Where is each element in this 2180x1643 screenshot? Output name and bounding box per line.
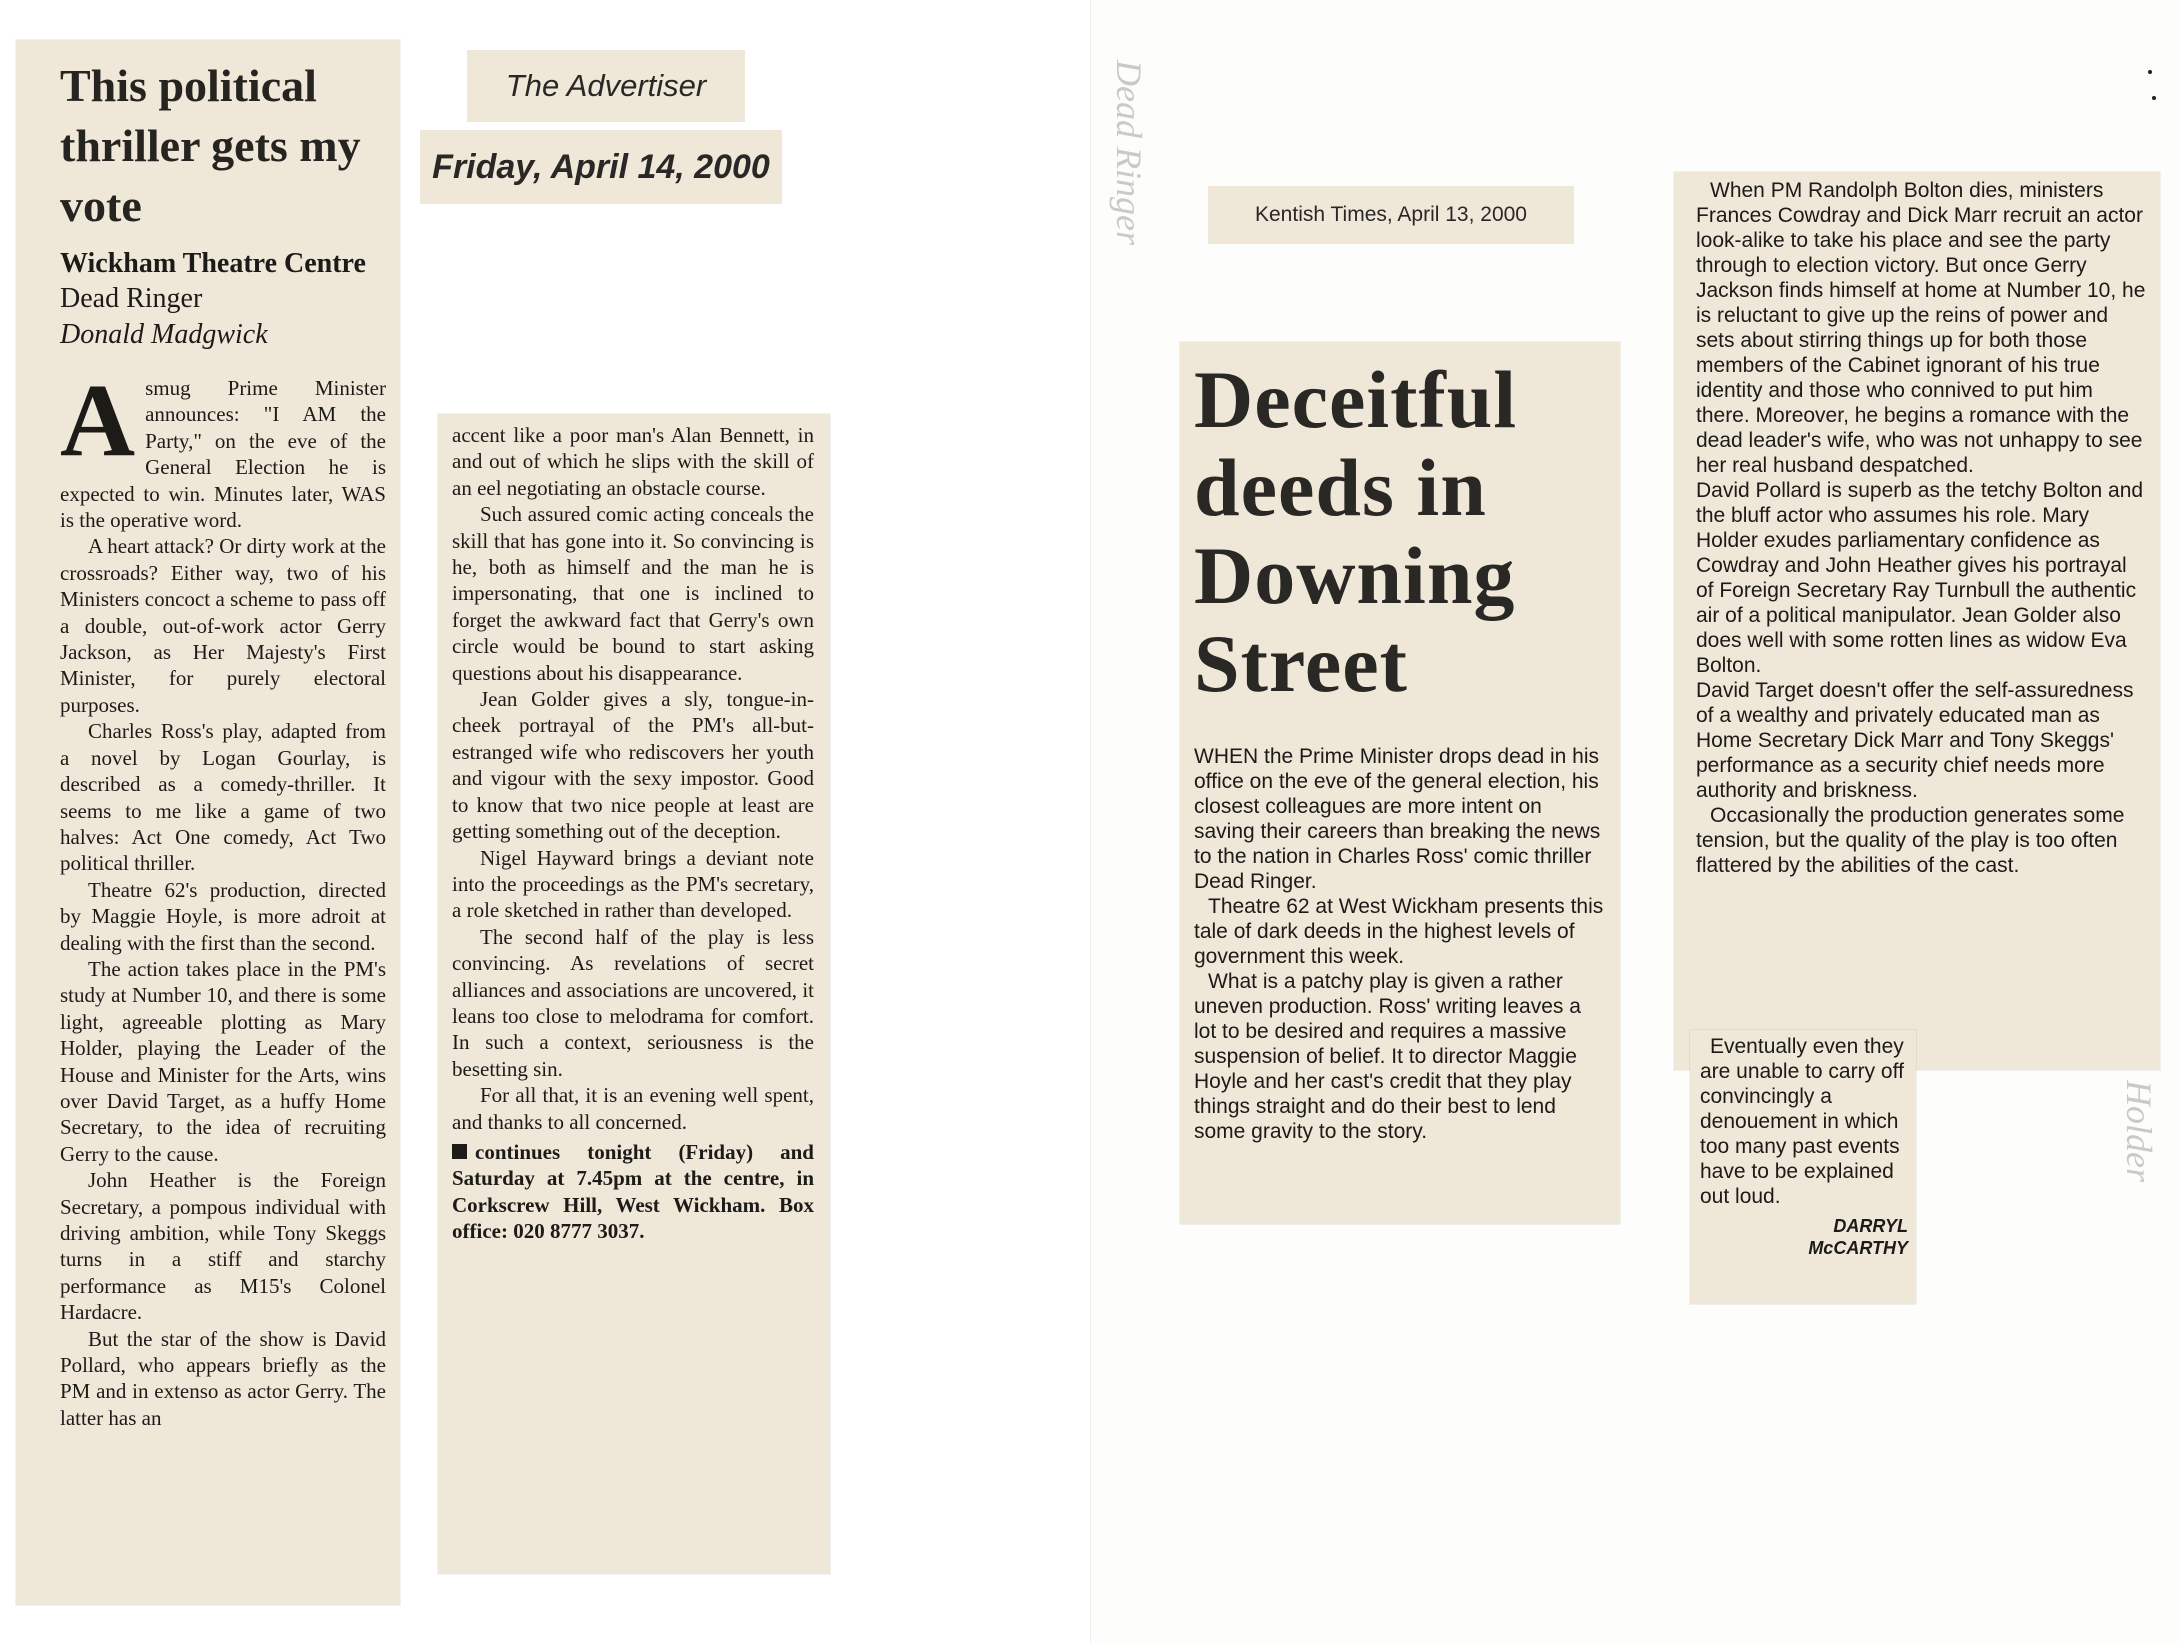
paragraph: Occasionally the production generates some tension, but the quality of the play is too often flattered by the abilities of the cast. [1696, 804, 2125, 877]
info-box [452, 1139, 814, 1245]
drop-cap: A [60, 363, 136, 478]
paragraph: The action takes place in the PM's study at Number 10, and there is some light, agreeable plotting as Mary Holder, playing the Leader of the House and Minister for the Arts, wins over David Target, as a huffy Home Secretary, to the idea of recruiting Gerry to the cause. [60, 956, 386, 1166]
paragraph: What is a patchy play is given a rather uneven production. Ross' writing leaves a lot to be desired and requires a massive suspension of belief. It to director Maggie Hoyle and her cast's credit that they play things straight and do their best to lend some gravity to the story. [1194, 970, 1581, 1143]
advertiser-column-2 [438, 414, 830, 1574]
advertiser-column-1 [16, 40, 400, 1605]
byline [1700, 1215, 1908, 1259]
kentish-dateline-clipping [1208, 186, 1574, 244]
paragraph: Eventually even they are unable to carry off convincingly a denouement in which too many past events have to be explained out loud. [1700, 1035, 1904, 1208]
paragraph: Charles Ross's play, adapted from a novel by Logan Gourlay, is described as a comedy-thriller. It seems to me like a game of two halves: Act One comedy, Act Two political thriller. [60, 719, 386, 876]
byline-last: McCARTHY [1808, 1238, 1908, 1258]
pencil-margin-note-right: Holder [2119, 1080, 2159, 1182]
paragraph: smug Prime Minister announces: "I AM the Party," on the eve of the General Election he is expected to win. Minutes later, WAS is the operative word. [60, 376, 386, 533]
info-box-text: continues tonight (Friday) and Saturday at 7.45pm at the centre, in Corkscrew Hill, West Wickham. Box office: 020 8777 3037. [452, 1139, 814, 1244]
paragraph: But the star of the show is David Pollard, who appears briefly as the PM and in extenso as actor Gerry. The latter has an [60, 1326, 386, 1430]
paragraph: Jean Golder gives a sly, tongue-in-cheek portrayal of the PM's all-but-estranged wife who rediscovers her youth and vigour with the sexy impostor. Good to know that two nice people at least are getting something out of the deception. [452, 687, 814, 844]
kentish-column-1 [1180, 342, 1620, 1224]
kentish-column-2 [1674, 172, 2160, 1070]
paragraph: Such assured comic acting conceals the skill that has gone into it. So convincing is he, both as himself and the man he is impersonating, that one is inclined to forget the awkward fact that Gerry's own circle would be bound to start asking questions about his disappearance. [452, 502, 814, 685]
paragraph: A heart attack? Or dirty work at the crossroads? Either way, two of his Ministers concoct a scheme to pass off a double, out-of-work actor Gerry Jackson, as Her Majesty's First Minister, for purely electoral purposes. [60, 534, 386, 717]
paragraph: When PM Randolph Bolton dies, ministers Frances Cowdray and Dick Marr recruit an actor look-alike to take his place and see the party through to election victory. But once Gerry Jackson finds himself at home at Number 10, he is reluctant to give up the reins of power and sets about stirring things up for both those members of the Cabinet ignorant of his true identity and those who connived to put him there. Moreover, he begins a romance with the dead leader's wife, who was not unhappy to see her real husband despatched. [1696, 179, 2146, 477]
dateline-text: Kentish Times, April 13, 2000 [1255, 203, 1527, 226]
pencil-margin-note: Dead Ringer [1109, 60, 1149, 245]
venue-line: Wickham Theatre Centre [60, 248, 366, 279]
advertiser-date-clipping [420, 130, 782, 204]
kentish-headline: Deceitful deeds in Downing Street [1194, 354, 1518, 709]
article-body-col1 [60, 363, 386, 1431]
square-bullet-icon [452, 1144, 467, 1159]
paragraph: WHEN the Prime Minister drops dead in his office on the eve of the general election, his closest colleagues are more intent on saving their careers than breaking the news to the nation in Charles Ross' comic thriller Dead Ringer. [1194, 745, 1601, 893]
date-text: Friday, April 14, 2000 [432, 147, 770, 186]
paragraph: David Target doesn't offer the self-assuredness of a wealthy and privately educated man as Home Secretary Dick Marr and Tony Skeggs' performance as a security chief needs more authority and briskness. [1696, 679, 2134, 802]
paragraph: The second half of the play is less convincing. As revelations of secret alliances and associations are uncovered, it leans too close to melodrama for comfort. In such a context, seriousness is the besetting sin. [452, 924, 814, 1081]
byline-first: DARRYL [1833, 1216, 1908, 1236]
paragraph: accent like a poor man's Alan Bennett, in and out of which he slips with the skill of an eel negotiating an obstacle course. [452, 423, 814, 500]
advertiser-masthead-clipping [467, 50, 745, 122]
kentish-body-col1 [1194, 744, 1608, 1144]
article-headline: This political thriller gets my vote [60, 60, 361, 231]
paragraph: Theatre 62's production, directed by Maggie Hoyle, is more adroit at dealing with the first than the second. [60, 877, 386, 955]
reviewer-name: Donald Madgwick [60, 319, 268, 350]
paragraph: Nigel Hayward brings a deviant note into the proceedings as the PM's secretary, a role sketched in rather than developed. [452, 845, 814, 923]
paragraph: David Pollard is superb as the tetchy Bolton and the bluff actor who assumes his role. Mary Holder exudes parliamentary confidence as Cowdray and John Heather gives his portrayal of Foreign Secretary Ray Turnbull the authentic air of a political manipulator. Jean Golder also does well with some rotten lines as widow Eva Bolton. [1696, 479, 2144, 677]
play-title: Dead Ringer [60, 283, 203, 314]
ink-speck [2152, 96, 2156, 100]
ink-speck [2148, 70, 2152, 74]
kentish-column-2-tail [1690, 1030, 1916, 1304]
paragraph: John Heather is the Foreign Secretary, a pompous individual with driving ambition, while Tony Skeggs turns in a stiff and starchy performance as M15's Colonel Hardacre. [60, 1168, 386, 1325]
masthead-text: The Advertiser [505, 68, 707, 103]
paragraph: For all that, it is an evening well spent, and thanks to all concerned. [452, 1083, 814, 1134]
paragraph: Theatre 62 at West Wickham presents this tale of dark deeds in the highest levels of government this week. [1194, 895, 1604, 968]
